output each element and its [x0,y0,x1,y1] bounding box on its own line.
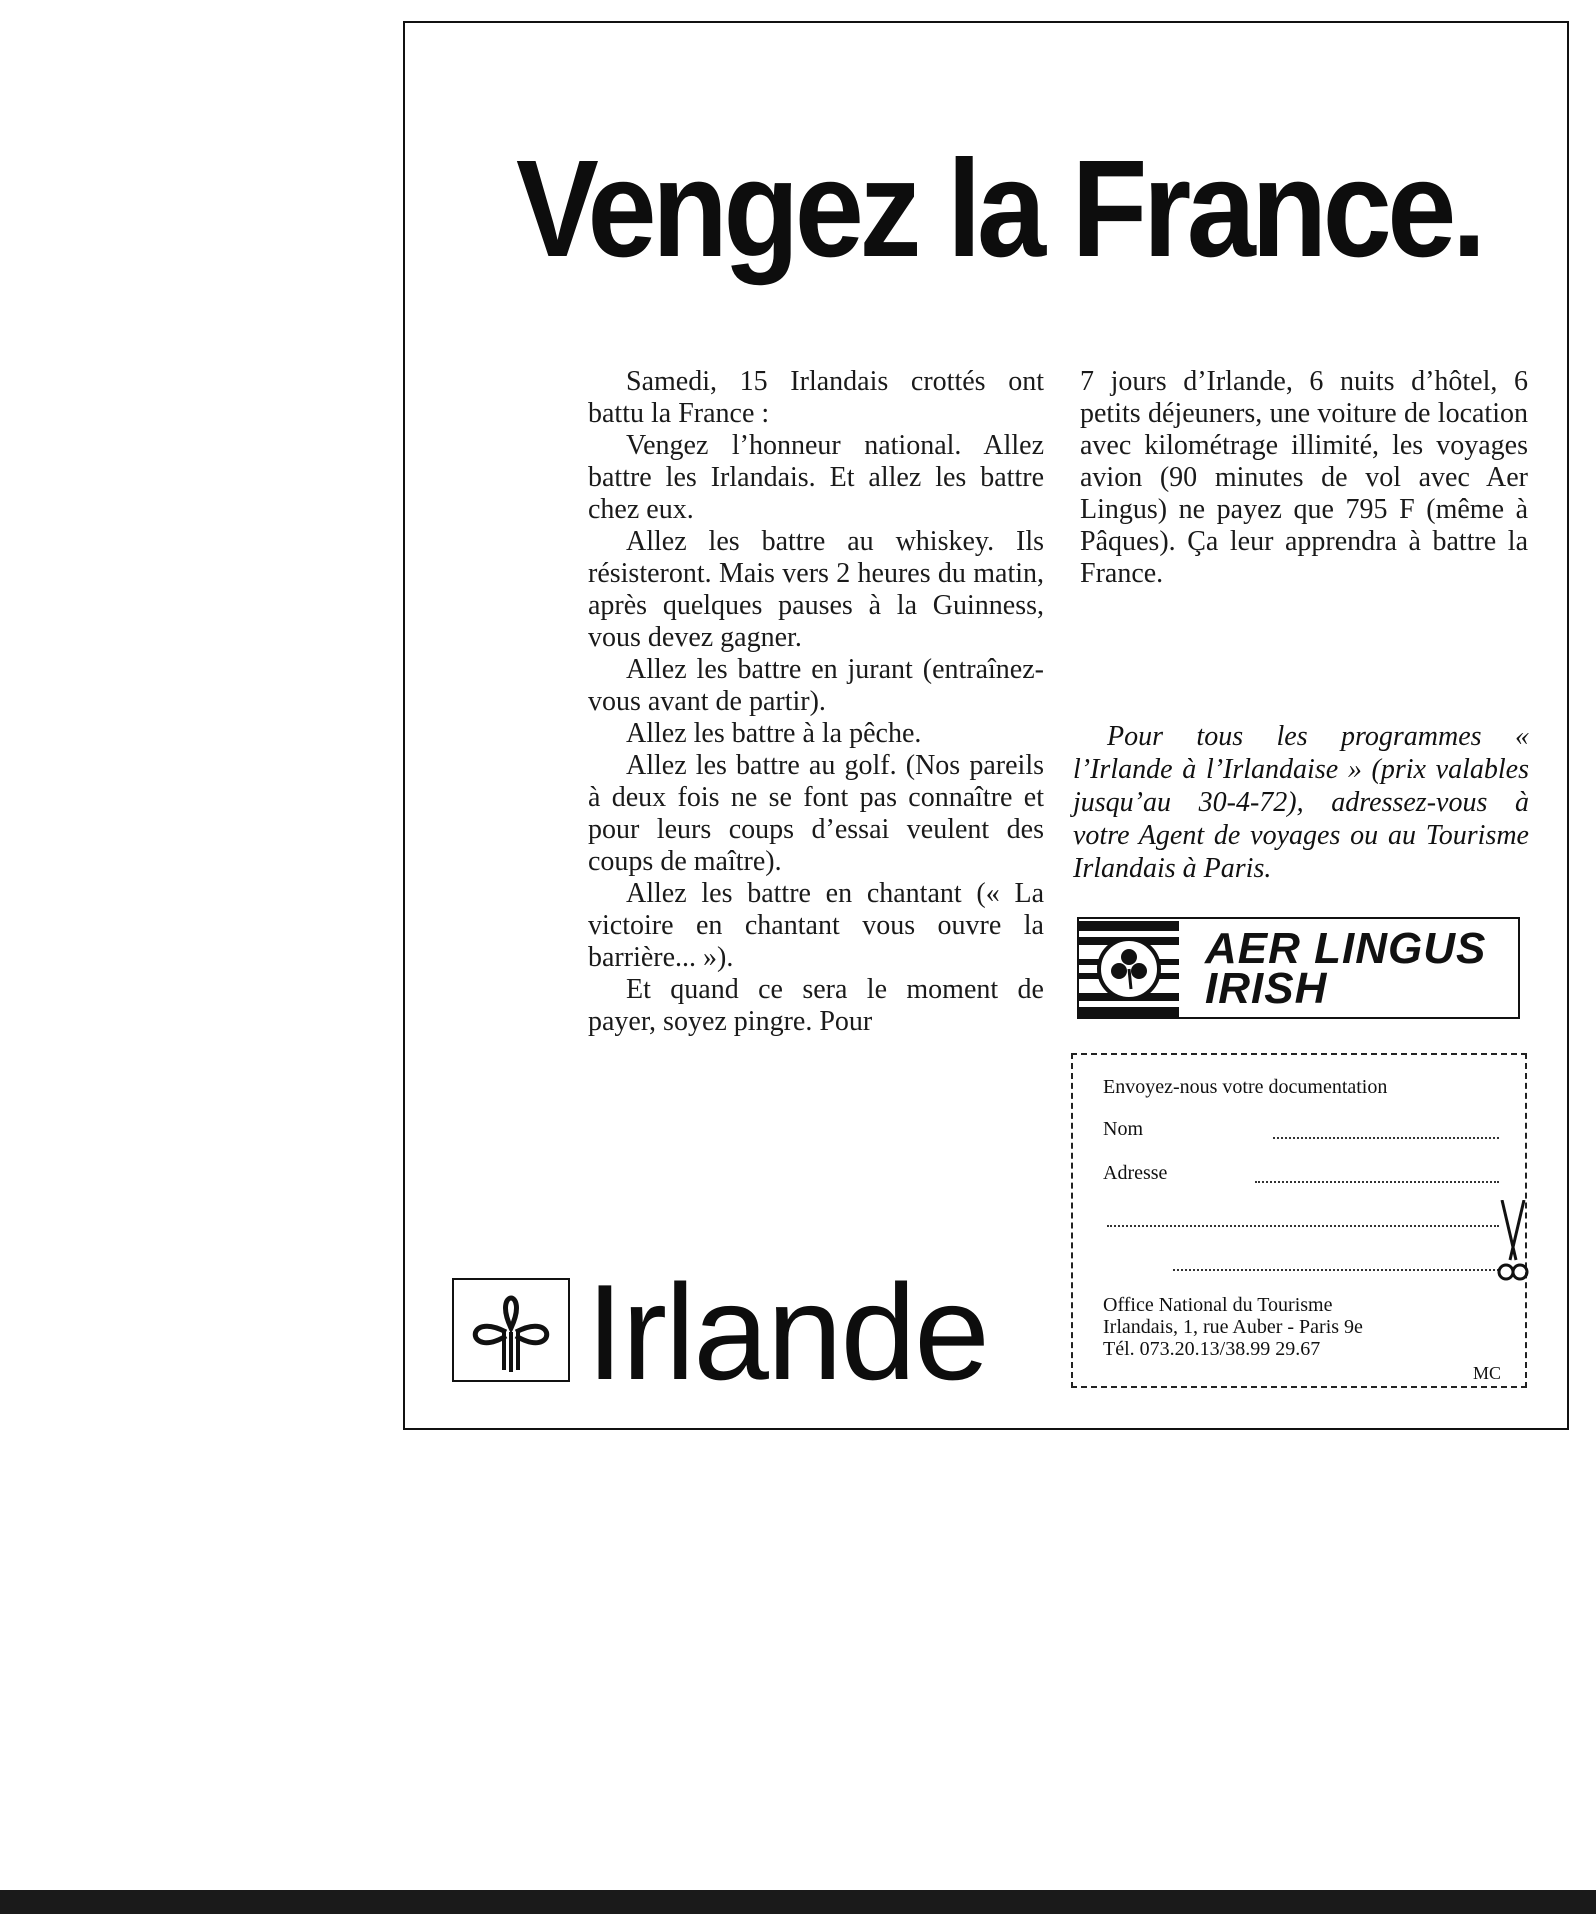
body-paragraph: Allez les battre en chantant (« La victoire en chantant vous ouvre la barrière... »). [588,878,1044,973]
scissors-icon [1496,1200,1530,1290]
shamrock-stripes-icon [1079,919,1179,1019]
address-field-line-3[interactable] [1173,1269,1499,1271]
airline-line-1: AER LINGUS [1205,924,1487,973]
body-paragraph: Allez les battre à la pêche. [626,718,922,749]
coupon-title: Envoyez-nous votre documentation [1103,1076,1388,1098]
airline-line-2: IRISH [1205,964,1328,1013]
coupon-code: MC [1473,1363,1502,1383]
aer-lingus-logo [1077,917,1520,1019]
name-field[interactable] [1273,1137,1499,1139]
shamrock-icon [454,1280,568,1380]
right-body-column [1080,366,1528,590]
name-label: Nom [1103,1118,1143,1140]
body-paragraph: Allez les battre au whiskey. Ils résisteront. Mais vers 2 heures du matin, après quelques pauses à la Guinness, vous devez gagner. [588,526,1044,653]
office-line-2: Irlandais, 1, rue Auber - Paris 9e [1103,1316,1363,1338]
request-coupon[interactable] [1071,1053,1527,1388]
body-paragraph: Et quand ce sera le moment de payer, soyez pingre. Pour [588,974,1044,1037]
left-body-column [588,366,1044,1038]
shamrock-logo [452,1278,570,1382]
page-edge [0,1890,1596,1914]
address-field-line-2[interactable] [1107,1225,1499,1227]
body-paragraph: Samedi, 15 Irlandais crottés ont battu la France : [588,366,1044,429]
address-field-line-1[interactable] [1255,1181,1499,1183]
headline: Vengez la France. [516,132,1482,286]
offer-paragraph: 7 jours d’Irlande, 6 nuits d’hôtel, 6 petits déjeuners, une voiture de location avec kilométrage illimité, les voyages avion (90 minutes de vol avec Aer Lingus) ne payez que 795 F (même à Pâques). Ça leur apprendra à battre la France. [1080,366,1528,589]
airline-name [1205,924,1487,1013]
office-line-3: Tél. 073.20.13/38.99 29.67 [1103,1338,1321,1360]
body-paragraph: Vengez l’honneur national. Allez battre les Irlandais. Et allez les battre chez eux. [588,430,1044,525]
office-line-1: Office National du Tourisme [1103,1294,1333,1316]
body-paragraph: Allez les battre en jurant (entraînez-vous avant de partir). [588,654,1044,717]
body-paragraph: Allez les battre au golf. (Nos pareils à deux fois ne se font pas connaître et pour leurs coups d’essai veulent des coups de maître). [588,750,1044,877]
brand-wordmark: Irlande [586,1256,988,1408]
programs-note: Pour tous les programmes « l’Irlande à l’Irlandaise » (prix valables jusqu’au 30-4-72), adressez-vous à votre Agent de voyages ou au Tourisme Irlandais à Paris. [1073,721,1529,884]
address-label: Adresse [1103,1162,1168,1184]
